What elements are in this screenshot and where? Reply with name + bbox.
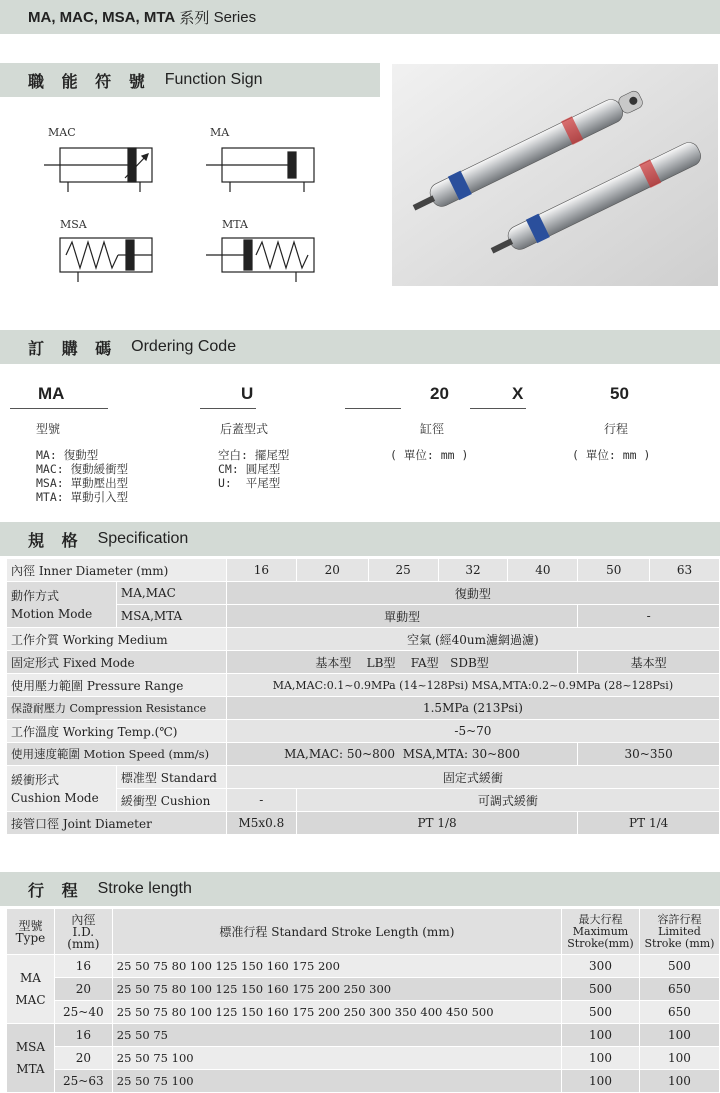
- bore-cell: 40: [508, 559, 578, 582]
- mta-symbol: [206, 238, 314, 282]
- stroke-row: [7, 955, 720, 978]
- function-sign-en: Function Sign: [164, 71, 263, 88]
- spec-motion-cn: 動作方式: [11, 588, 60, 603]
- spec-cushion-label: [7, 766, 117, 812]
- stroke-id: 20: [54, 978, 112, 1001]
- model-types-list: MA: 復動型 MAC: 復動緩衝型 MSA: 單動壓出型 MTA: 單動引入型: [36, 448, 129, 504]
- spec-pressure-label: 使用壓力範圍 Pressure Range: [7, 674, 227, 697]
- bore-cell: 63: [650, 559, 720, 582]
- spec-row-medium: [7, 628, 720, 651]
- stroke-max: 300: [562, 955, 640, 978]
- bore-cell: 50: [578, 559, 650, 582]
- code-bore-underline: [345, 408, 401, 409]
- stroke-std: 25 50 75 100: [112, 1070, 561, 1093]
- spec-temp-val: -5~70: [226, 720, 719, 743]
- ma-symbol: [206, 148, 314, 192]
- spec-motion-en: Motion Mode: [11, 606, 93, 621]
- spec-medium-label: 工作介質 Working Medium: [7, 628, 227, 651]
- code-cover-underline: [200, 408, 256, 409]
- spec-bore-label: 內徑 Inner Diameter (mm): [7, 559, 227, 582]
- stroke-h-std: 標准行程 Standard Stroke Length (mm): [112, 909, 561, 955]
- series-title-en: Series: [213, 8, 257, 26]
- stroke-id: 25~40: [54, 1001, 112, 1024]
- spec-cushion-en: Cushion Mode: [11, 790, 99, 805]
- spec-row-motion-ma: [7, 582, 720, 605]
- label-stroke: 行程: [604, 422, 629, 436]
- spec-cushion-adj: 緩衝型 Cushion: [116, 789, 226, 812]
- stroke-row: [7, 1070, 720, 1093]
- series-title: MA, MAC, MSA, MTA: [28, 8, 176, 26]
- spec-speed-label: 使用速度範圍 Motion Speed (mm/s): [7, 743, 227, 766]
- stroke-lim: 650: [639, 978, 719, 1001]
- symbol-diagrams: [0, 110, 380, 310]
- stroke-unit: ( 單位: mm ): [572, 448, 651, 462]
- spec-row-proof: [7, 697, 720, 720]
- code-stroke-underline: [470, 408, 526, 409]
- spec-temp-label: 工作溫度 Working Temp.(℃): [7, 720, 227, 743]
- spec-speed-val: MA,MAC: 50~800 MSA,MTA: 30~800: [226, 743, 577, 766]
- code-stroke: 50: [610, 384, 629, 403]
- symbol-label-mac: MAC: [48, 126, 76, 139]
- series-title-cn: 系列: [179, 8, 210, 27]
- stroke-h-max: 最大行程 Maximum Stroke(mm): [562, 909, 640, 955]
- spec-medium-val: 空氣 (經40um濾網過濾): [226, 628, 719, 651]
- spec-joint-2: PT 1/8: [296, 812, 578, 835]
- stroke-lim: 100: [639, 1070, 719, 1093]
- stroke-group-ma: MA MAC: [7, 955, 55, 1024]
- stroke-id: 16: [54, 1024, 112, 1047]
- spec-cushion-adj-dash: -: [226, 789, 296, 812]
- stroke-max: 500: [562, 1001, 640, 1024]
- spec-fixed-label: 固定形式 Fixed Mode: [7, 651, 227, 674]
- spec-proof-label: 保證耐壓力 Compression Resistance: [7, 697, 227, 720]
- code-cover: U: [241, 384, 254, 403]
- stroke-lim: 650: [639, 1001, 719, 1024]
- spec-row-speed: [7, 743, 720, 766]
- stroke-max: 500: [562, 978, 640, 1001]
- spec-motion-msa: MSA,MTA: [116, 605, 226, 628]
- cylinders-illustration: [392, 64, 718, 286]
- specification-header: [0, 522, 720, 556]
- function-sign-header: [0, 63, 380, 97]
- stroke-lim: 500: [639, 955, 719, 978]
- ordering-code-cn: 訂 購 碼: [28, 338, 118, 358]
- bore-unit: ( 單位: mm ): [390, 448, 469, 462]
- symbol-label-ma: MA: [210, 126, 230, 139]
- mac-symbol: [44, 148, 152, 192]
- stroke-std: 25 50 75: [112, 1024, 561, 1047]
- label-bore: 缸徑: [420, 422, 445, 436]
- spec-row-temp: [7, 720, 720, 743]
- specification-cn: 規 格: [28, 530, 84, 550]
- spec-fixed-val2: 基本型: [578, 651, 720, 674]
- spec-row-joint: [7, 812, 720, 835]
- spec-row-cushion-std: [7, 766, 720, 789]
- spec-row-bore: [7, 559, 720, 582]
- stroke-header-row: [7, 909, 720, 955]
- bore-cell: 32: [438, 559, 508, 582]
- function-sign-cn: 職 能 符 號: [28, 71, 151, 91]
- series-header: [0, 0, 720, 34]
- spec-motion-label: [7, 582, 117, 628]
- stroke-id: 25~63: [54, 1070, 112, 1093]
- stroke-h-id: 內徑 I.D. (mm): [54, 909, 112, 955]
- label-model: 型號: [36, 422, 61, 436]
- spec-cushion-cn: 緩衝形式: [11, 772, 60, 787]
- spec-motion-msa-dash: -: [578, 605, 720, 628]
- stroke-lim: 100: [639, 1024, 719, 1047]
- stroke-id: 20: [54, 1047, 112, 1070]
- stroke-header: [0, 872, 720, 906]
- label-cover: 后蓋型式: [220, 422, 269, 436]
- stroke-group-msa: MSA MTA: [7, 1024, 55, 1093]
- specification-table: [6, 558, 720, 835]
- spec-cushion-std: 標准型 Standard: [116, 766, 226, 789]
- spec-motion-ma: MA,MAC: [116, 582, 226, 605]
- stroke-table: [6, 908, 720, 1093]
- code-model: MA: [38, 384, 65, 403]
- stroke-cn: 行 程: [28, 880, 84, 900]
- stroke-max: 100: [562, 1070, 640, 1093]
- spec-fixed-val: 基本型 LB型 FA型 SDB型: [226, 651, 577, 674]
- code-separator: X: [512, 384, 524, 403]
- code-model-underline: [10, 408, 108, 409]
- spec-proof-val: 1.5MPa (213Psi): [226, 697, 719, 720]
- spec-speed-val2: 30~350: [578, 743, 720, 766]
- stroke-h-lim: 容許行程 Limited Stroke (mm): [639, 909, 719, 955]
- code-bore: 20: [430, 384, 449, 403]
- stroke-std: 25 50 75 80 100 125 150 160 175 200 250 300: [112, 978, 561, 1001]
- stroke-lim: 100: [639, 1047, 719, 1070]
- product-photo: [392, 64, 718, 286]
- bore-cell: 20: [296, 559, 368, 582]
- stroke-std: 25 50 75 100: [112, 1047, 561, 1070]
- stroke-std: 25 50 75 80 100 125 150 160 175 200 250 300 350 400 450 500: [112, 1001, 561, 1024]
- msa-symbol: [60, 238, 152, 282]
- spec-joint-1: M5x0.8: [226, 812, 296, 835]
- function-symbols: [0, 110, 380, 310]
- symbol-label-msa: MSA: [60, 218, 87, 231]
- spec-motion-msa-val: 單動型: [226, 605, 577, 628]
- stroke-row: [7, 1024, 720, 1047]
- spec-joint-label: 接管口徑 Joint Diameter: [7, 812, 227, 835]
- bore-cell: 25: [368, 559, 438, 582]
- stroke-id: 16: [54, 955, 112, 978]
- spec-joint-3: PT 1/4: [578, 812, 720, 835]
- spec-row-fixed: [7, 651, 720, 674]
- spec-cushion-std-val: 固定式緩衝: [226, 766, 719, 789]
- stroke-row: [7, 1001, 720, 1024]
- stroke-h-type: 型號 Type: [7, 909, 55, 955]
- spec-pressure-val: MA,MAC:0.1~0.9MPa (14~128Psi) MSA,MTA:0.2~0.9MPa (28~128Psi): [226, 674, 719, 697]
- cover-types-list: 空白: 擺尾型 CM: 圓尾型 U: 平尾型: [218, 448, 290, 490]
- stroke-en: Stroke length: [97, 880, 192, 897]
- symbol-label-mta: MTA: [222, 218, 248, 231]
- spec-cushion-adj-val: 可調式緩衝: [296, 789, 719, 812]
- specification-en: Specification: [97, 530, 189, 547]
- spec-motion-ma-val: 復動型: [226, 582, 719, 605]
- stroke-max: 100: [562, 1024, 640, 1047]
- stroke-row: [7, 978, 720, 1001]
- bore-cell: 16: [226, 559, 296, 582]
- stroke-std: 25 50 75 80 100 125 150 160 175 200: [112, 955, 561, 978]
- stroke-row: [7, 1047, 720, 1070]
- ordering-code-header: [0, 330, 720, 364]
- ordering-code-en: Ordering Code: [131, 338, 237, 355]
- stroke-max: 100: [562, 1047, 640, 1070]
- spec-row-pressure: [7, 674, 720, 697]
